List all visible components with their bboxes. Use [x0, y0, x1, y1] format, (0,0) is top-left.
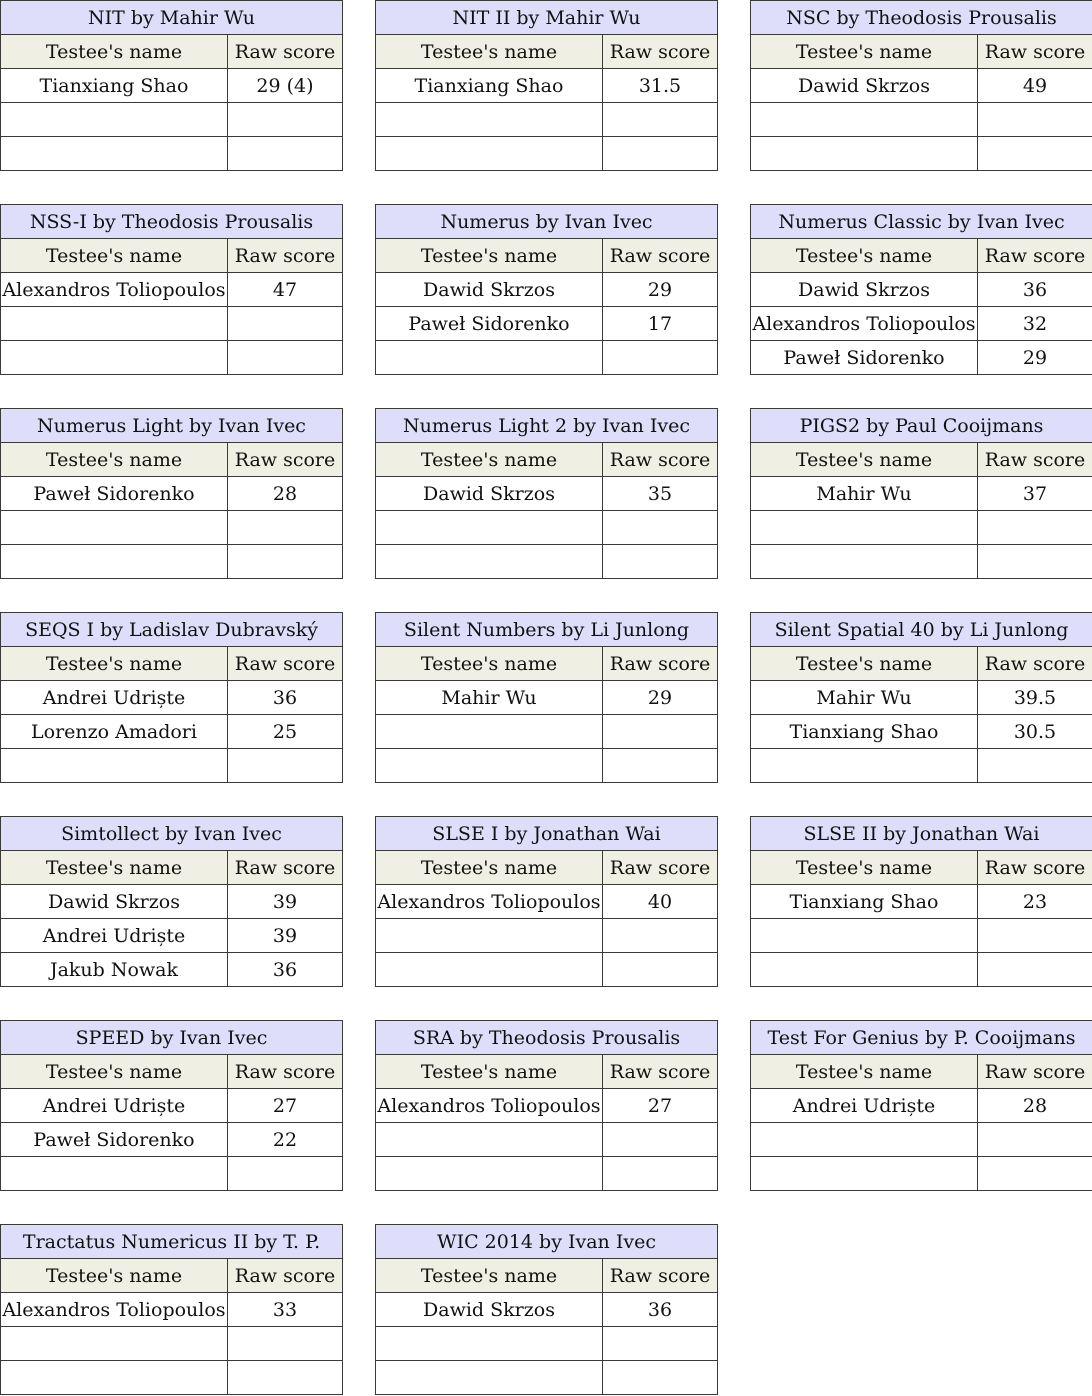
raw-score-cell — [228, 103, 343, 137]
testee-name-cell — [376, 1157, 603, 1191]
raw-score-cell: 36 — [228, 953, 343, 987]
raw-score-cell: 22 — [228, 1123, 343, 1157]
table-row — [1, 1123, 343, 1157]
score-table — [375, 816, 718, 987]
score-table — [750, 204, 1092, 375]
table-row — [376, 477, 718, 511]
column-header-score: Raw score — [978, 647, 1092, 681]
table-title: Test For Genius by P. Cooijmans — [751, 1021, 1092, 1055]
column-header-name: Testee's name — [376, 35, 603, 69]
column-header-name: Testee's name — [1, 851, 228, 885]
column-header-score: Raw score — [978, 239, 1092, 273]
column-header-score: Raw score — [603, 647, 718, 681]
raw-score-cell — [603, 953, 718, 987]
testee-name-cell — [1, 511, 228, 545]
raw-score-cell — [978, 103, 1092, 137]
raw-score-cell: 49 — [978, 69, 1092, 103]
testee-name-cell: Alexandros Toliopoulos — [1, 1293, 228, 1327]
testee-name-cell — [1, 341, 228, 375]
table-row — [751, 273, 1092, 307]
testee-name-cell — [751, 919, 978, 953]
testee-name-cell — [376, 1361, 603, 1395]
column-header-score: Raw score — [603, 443, 718, 477]
raw-score-cell: 32 — [978, 307, 1092, 341]
raw-score-cell — [603, 919, 718, 953]
table-row — [751, 307, 1092, 341]
table-row — [1, 715, 343, 749]
table-row — [376, 1361, 718, 1395]
testee-name-cell — [376, 545, 603, 579]
testee-name-cell: Andrei Udriște — [1, 681, 228, 715]
testee-name-cell — [751, 749, 978, 783]
table-row — [1, 341, 343, 375]
table-row — [1, 953, 343, 987]
testee-name-cell — [751, 511, 978, 545]
table-row — [751, 1089, 1092, 1123]
raw-score-cell — [228, 511, 343, 545]
raw-score-cell: 33 — [228, 1293, 343, 1327]
testee-name-cell — [1, 1157, 228, 1191]
testee-name-cell — [376, 103, 603, 137]
raw-score-cell: 29 — [603, 273, 718, 307]
testee-name-cell: Dawid Skrzos — [376, 273, 603, 307]
column-header-score: Raw score — [228, 443, 343, 477]
score-table — [0, 816, 343, 987]
table-row — [376, 69, 718, 103]
raw-score-cell: 29 (4) — [228, 69, 343, 103]
testee-name-cell: Andrei Udriște — [1, 1089, 228, 1123]
testee-name-cell: Alexandros Toliopoulos — [376, 1089, 603, 1123]
column-header-name: Testee's name — [1, 443, 228, 477]
testee-name-cell — [751, 137, 978, 171]
column-header-score: Raw score — [603, 1259, 718, 1293]
raw-score-cell — [228, 307, 343, 341]
raw-score-cell: 30.5 — [978, 715, 1092, 749]
testee-name-cell: Mahir Wu — [376, 681, 603, 715]
testee-name-cell: Tianxiang Shao — [376, 69, 603, 103]
raw-score-cell: 28 — [228, 477, 343, 511]
table-row — [376, 681, 718, 715]
table-title: Numerus Classic by Ivan Ivec — [751, 205, 1092, 239]
column-header-score: Raw score — [603, 239, 718, 273]
raw-score-cell — [978, 1123, 1092, 1157]
table-row — [751, 919, 1092, 953]
table-title: SPEED by Ivan Ivec — [1, 1021, 343, 1055]
score-table — [0, 408, 343, 579]
table-row — [376, 715, 718, 749]
column-header-name: Testee's name — [376, 647, 603, 681]
column-header-name: Testee's name — [376, 1259, 603, 1293]
testee-name-cell — [1, 103, 228, 137]
table-row — [376, 511, 718, 545]
table-row — [1, 1293, 343, 1327]
raw-score-cell: 25 — [228, 715, 343, 749]
raw-score-cell — [978, 919, 1092, 953]
raw-score-cell — [603, 103, 718, 137]
raw-score-cell: 36 — [228, 681, 343, 715]
testee-name-cell: Lorenzo Amadori — [1, 715, 228, 749]
table-row — [1, 69, 343, 103]
raw-score-cell — [603, 545, 718, 579]
table-title: Numerus by Ivan Ivec — [376, 205, 718, 239]
raw-score-cell: 39 — [228, 919, 343, 953]
testee-name-cell — [1, 545, 228, 579]
raw-score-cell — [603, 511, 718, 545]
table-row — [1, 1327, 343, 1361]
column-header-name: Testee's name — [1, 1259, 228, 1293]
raw-score-cell: 36 — [603, 1293, 718, 1327]
column-header-name: Testee's name — [1, 239, 228, 273]
table-row — [376, 137, 718, 171]
testee-name-cell — [751, 1123, 978, 1157]
table-row — [751, 69, 1092, 103]
table-row — [751, 681, 1092, 715]
score-table — [750, 0, 1092, 171]
raw-score-cell: 47 — [228, 273, 343, 307]
testee-name-cell: Mahir Wu — [751, 477, 978, 511]
raw-score-cell: 35 — [603, 477, 718, 511]
testee-name-cell: Paweł Sidorenko — [1, 1123, 228, 1157]
raw-score-cell: 39 — [228, 885, 343, 919]
raw-score-cell: 31.5 — [603, 69, 718, 103]
testee-name-cell — [751, 953, 978, 987]
table-title: NSS-I by Theodosis Prousalis — [1, 205, 343, 239]
column-header-name: Testee's name — [1, 647, 228, 681]
raw-score-cell — [603, 715, 718, 749]
raw-score-cell — [228, 1327, 343, 1361]
raw-score-cell — [603, 137, 718, 171]
raw-score-cell: 37 — [978, 477, 1092, 511]
testee-name-cell: Paweł Sidorenko — [751, 341, 978, 375]
raw-score-cell: 17 — [603, 307, 718, 341]
testee-name-cell: Alexandros Toliopoulos — [376, 885, 603, 919]
testee-name-cell: Alexandros Toliopoulos — [1, 273, 228, 307]
table-row — [751, 103, 1092, 137]
testee-name-cell — [376, 137, 603, 171]
raw-score-cell: 27 — [228, 1089, 343, 1123]
testee-name-cell: Tianxiang Shao — [1, 69, 228, 103]
table-title: PIGS2 by Paul Cooijmans — [751, 409, 1092, 443]
raw-score-cell — [603, 1327, 718, 1361]
table-row — [751, 885, 1092, 919]
raw-score-cell — [603, 749, 718, 783]
raw-score-cell: 40 — [603, 885, 718, 919]
column-header-score: Raw score — [603, 1055, 718, 1089]
table-row — [376, 341, 718, 375]
testee-name-cell — [376, 341, 603, 375]
table-row — [1, 749, 343, 783]
table-row — [1, 477, 343, 511]
raw-score-cell — [228, 749, 343, 783]
testee-name-cell — [1, 307, 228, 341]
column-header-score: Raw score — [228, 1055, 343, 1089]
table-row — [751, 953, 1092, 987]
testee-name-cell: Alexandros Toliopoulos — [751, 307, 978, 341]
table-row — [376, 273, 718, 307]
score-table — [375, 612, 718, 783]
table-row — [751, 341, 1092, 375]
table-row — [1, 681, 343, 715]
raw-score-cell: 39.5 — [978, 681, 1092, 715]
table-row — [376, 1123, 718, 1157]
testee-name-cell — [376, 919, 603, 953]
column-header-score: Raw score — [228, 35, 343, 69]
testee-name-cell: Jakub Nowak — [1, 953, 228, 987]
testee-name-cell — [1, 749, 228, 783]
column-header-name: Testee's name — [1, 35, 228, 69]
raw-score-cell: 23 — [978, 885, 1092, 919]
testee-name-cell — [376, 749, 603, 783]
raw-score-cell — [228, 1361, 343, 1395]
table-row — [751, 1123, 1092, 1157]
raw-score-cell — [603, 1361, 718, 1395]
column-header-name: Testee's name — [376, 851, 603, 885]
table-row — [751, 715, 1092, 749]
table-row — [376, 545, 718, 579]
score-table — [0, 1020, 343, 1191]
raw-score-cell — [228, 341, 343, 375]
column-header-score: Raw score — [603, 35, 718, 69]
raw-score-cell: 27 — [603, 1089, 718, 1123]
column-header-name: Testee's name — [751, 851, 978, 885]
raw-score-cell — [978, 511, 1092, 545]
table-title: NIT II by Mahir Wu — [376, 1, 718, 35]
score-table — [0, 1224, 343, 1395]
testee-name-cell — [1, 137, 228, 171]
score-table — [0, 0, 343, 171]
column-header-score: Raw score — [228, 647, 343, 681]
column-header-name: Testee's name — [376, 239, 603, 273]
testee-name-cell — [376, 511, 603, 545]
raw-score-cell: 29 — [978, 341, 1092, 375]
raw-score-cell — [978, 545, 1092, 579]
testee-name-cell — [376, 953, 603, 987]
table-row — [751, 545, 1092, 579]
testee-name-cell — [751, 545, 978, 579]
table-title: Silent Spatial 40 by Li Junlong — [751, 613, 1092, 647]
testee-name-cell — [751, 1157, 978, 1191]
testee-name-cell: Dawid Skrzos — [751, 69, 978, 103]
testee-name-cell: Dawid Skrzos — [1, 885, 228, 919]
testee-name-cell: Mahir Wu — [751, 681, 978, 715]
table-row — [1, 919, 343, 953]
raw-score-cell — [603, 1123, 718, 1157]
table-row — [376, 749, 718, 783]
table-title: NIT by Mahir Wu — [1, 1, 343, 35]
table-row — [376, 953, 718, 987]
column-header-score: Raw score — [228, 1259, 343, 1293]
testee-name-cell: Tianxiang Shao — [751, 715, 978, 749]
raw-score-cell: 29 — [603, 681, 718, 715]
testee-name-cell: Paweł Sidorenko — [1, 477, 228, 511]
table-row — [751, 511, 1092, 545]
score-table — [375, 0, 718, 171]
score-table — [375, 1224, 718, 1395]
table-row — [376, 1327, 718, 1361]
raw-score-cell — [978, 953, 1092, 987]
testee-name-cell — [1, 1361, 228, 1395]
table-row — [376, 1293, 718, 1327]
testee-name-cell: Paweł Sidorenko — [376, 307, 603, 341]
raw-score-cell — [603, 341, 718, 375]
raw-score-cell — [978, 1157, 1092, 1191]
table-row — [1, 545, 343, 579]
table-title: NSC by Theodosis Prousalis — [751, 1, 1092, 35]
table-row — [376, 919, 718, 953]
score-table — [750, 816, 1092, 987]
testee-name-cell: Dawid Skrzos — [376, 1293, 603, 1327]
column-header-name: Testee's name — [376, 1055, 603, 1089]
column-header-score: Raw score — [228, 851, 343, 885]
table-row — [1, 1089, 343, 1123]
column-header-score: Raw score — [978, 1055, 1092, 1089]
score-table — [750, 1020, 1092, 1191]
table-row — [1, 511, 343, 545]
raw-score-cell — [603, 1157, 718, 1191]
column-header-name: Testee's name — [751, 239, 978, 273]
raw-score-cell — [228, 137, 343, 171]
raw-score-cell — [978, 749, 1092, 783]
testee-name-cell: Tianxiang Shao — [751, 885, 978, 919]
raw-score-cell — [228, 1157, 343, 1191]
table-row — [1, 103, 343, 137]
raw-score-cell — [978, 137, 1092, 171]
table-row — [376, 103, 718, 137]
table-row — [376, 307, 718, 341]
score-table — [375, 1020, 718, 1191]
table-row — [1, 885, 343, 919]
testee-name-cell: Andrei Udriște — [1, 919, 228, 953]
score-table — [0, 612, 343, 783]
table-row — [376, 1089, 718, 1123]
score-table — [750, 408, 1092, 579]
column-header-name: Testee's name — [751, 1055, 978, 1089]
score-table — [375, 408, 718, 579]
table-row — [1, 273, 343, 307]
testee-name-cell — [751, 103, 978, 137]
column-header-name: Testee's name — [376, 443, 603, 477]
score-table — [750, 612, 1092, 783]
column-header-name: Testee's name — [1, 1055, 228, 1089]
table-row — [751, 137, 1092, 171]
testee-name-cell — [1, 1327, 228, 1361]
table-title: Silent Numbers by Li Junlong — [376, 613, 718, 647]
table-row — [751, 749, 1092, 783]
table-title: Numerus Light 2 by Ivan Ivec — [376, 409, 718, 443]
table-row — [1, 307, 343, 341]
table-title: SRA by Theodosis Prousalis — [376, 1021, 718, 1055]
testee-name-cell — [376, 1327, 603, 1361]
table-row — [751, 1157, 1092, 1191]
raw-score-cell: 36 — [978, 273, 1092, 307]
column-header-name: Testee's name — [751, 647, 978, 681]
table-row — [751, 477, 1092, 511]
testee-name-cell: Dawid Skrzos — [751, 273, 978, 307]
table-title: SLSE I by Jonathan Wai — [376, 817, 718, 851]
testee-name-cell: Dawid Skrzos — [376, 477, 603, 511]
testee-name-cell — [376, 715, 603, 749]
table-title: Numerus Light by Ivan Ivec — [1, 409, 343, 443]
table-title: WIC 2014 by Ivan Ivec — [376, 1225, 718, 1259]
score-table — [375, 204, 718, 375]
table-row — [1, 1157, 343, 1191]
testee-name-cell — [376, 1123, 603, 1157]
raw-score-cell: 28 — [978, 1089, 1092, 1123]
column-header-score: Raw score — [978, 443, 1092, 477]
table-title: SLSE II by Jonathan Wai — [751, 817, 1092, 851]
column-header-name: Testee's name — [751, 35, 978, 69]
testee-name-cell: Andrei Udriște — [751, 1089, 978, 1123]
column-header-score: Raw score — [978, 35, 1092, 69]
table-title: SEQS I by Ladislav Dubravský — [1, 613, 343, 647]
score-table — [0, 204, 343, 375]
table-row — [376, 885, 718, 919]
column-header-score: Raw score — [978, 851, 1092, 885]
table-title: Simtollect by Ivan Ivec — [1, 817, 343, 851]
table-row — [376, 1157, 718, 1191]
column-header-name: Testee's name — [751, 443, 978, 477]
raw-score-cell — [228, 545, 343, 579]
table-row — [1, 137, 343, 171]
table-row — [1, 1361, 343, 1395]
table-title: Tractatus Numericus II by T. P. — [1, 1225, 343, 1259]
column-header-score: Raw score — [603, 851, 718, 885]
column-header-score: Raw score — [228, 239, 343, 273]
